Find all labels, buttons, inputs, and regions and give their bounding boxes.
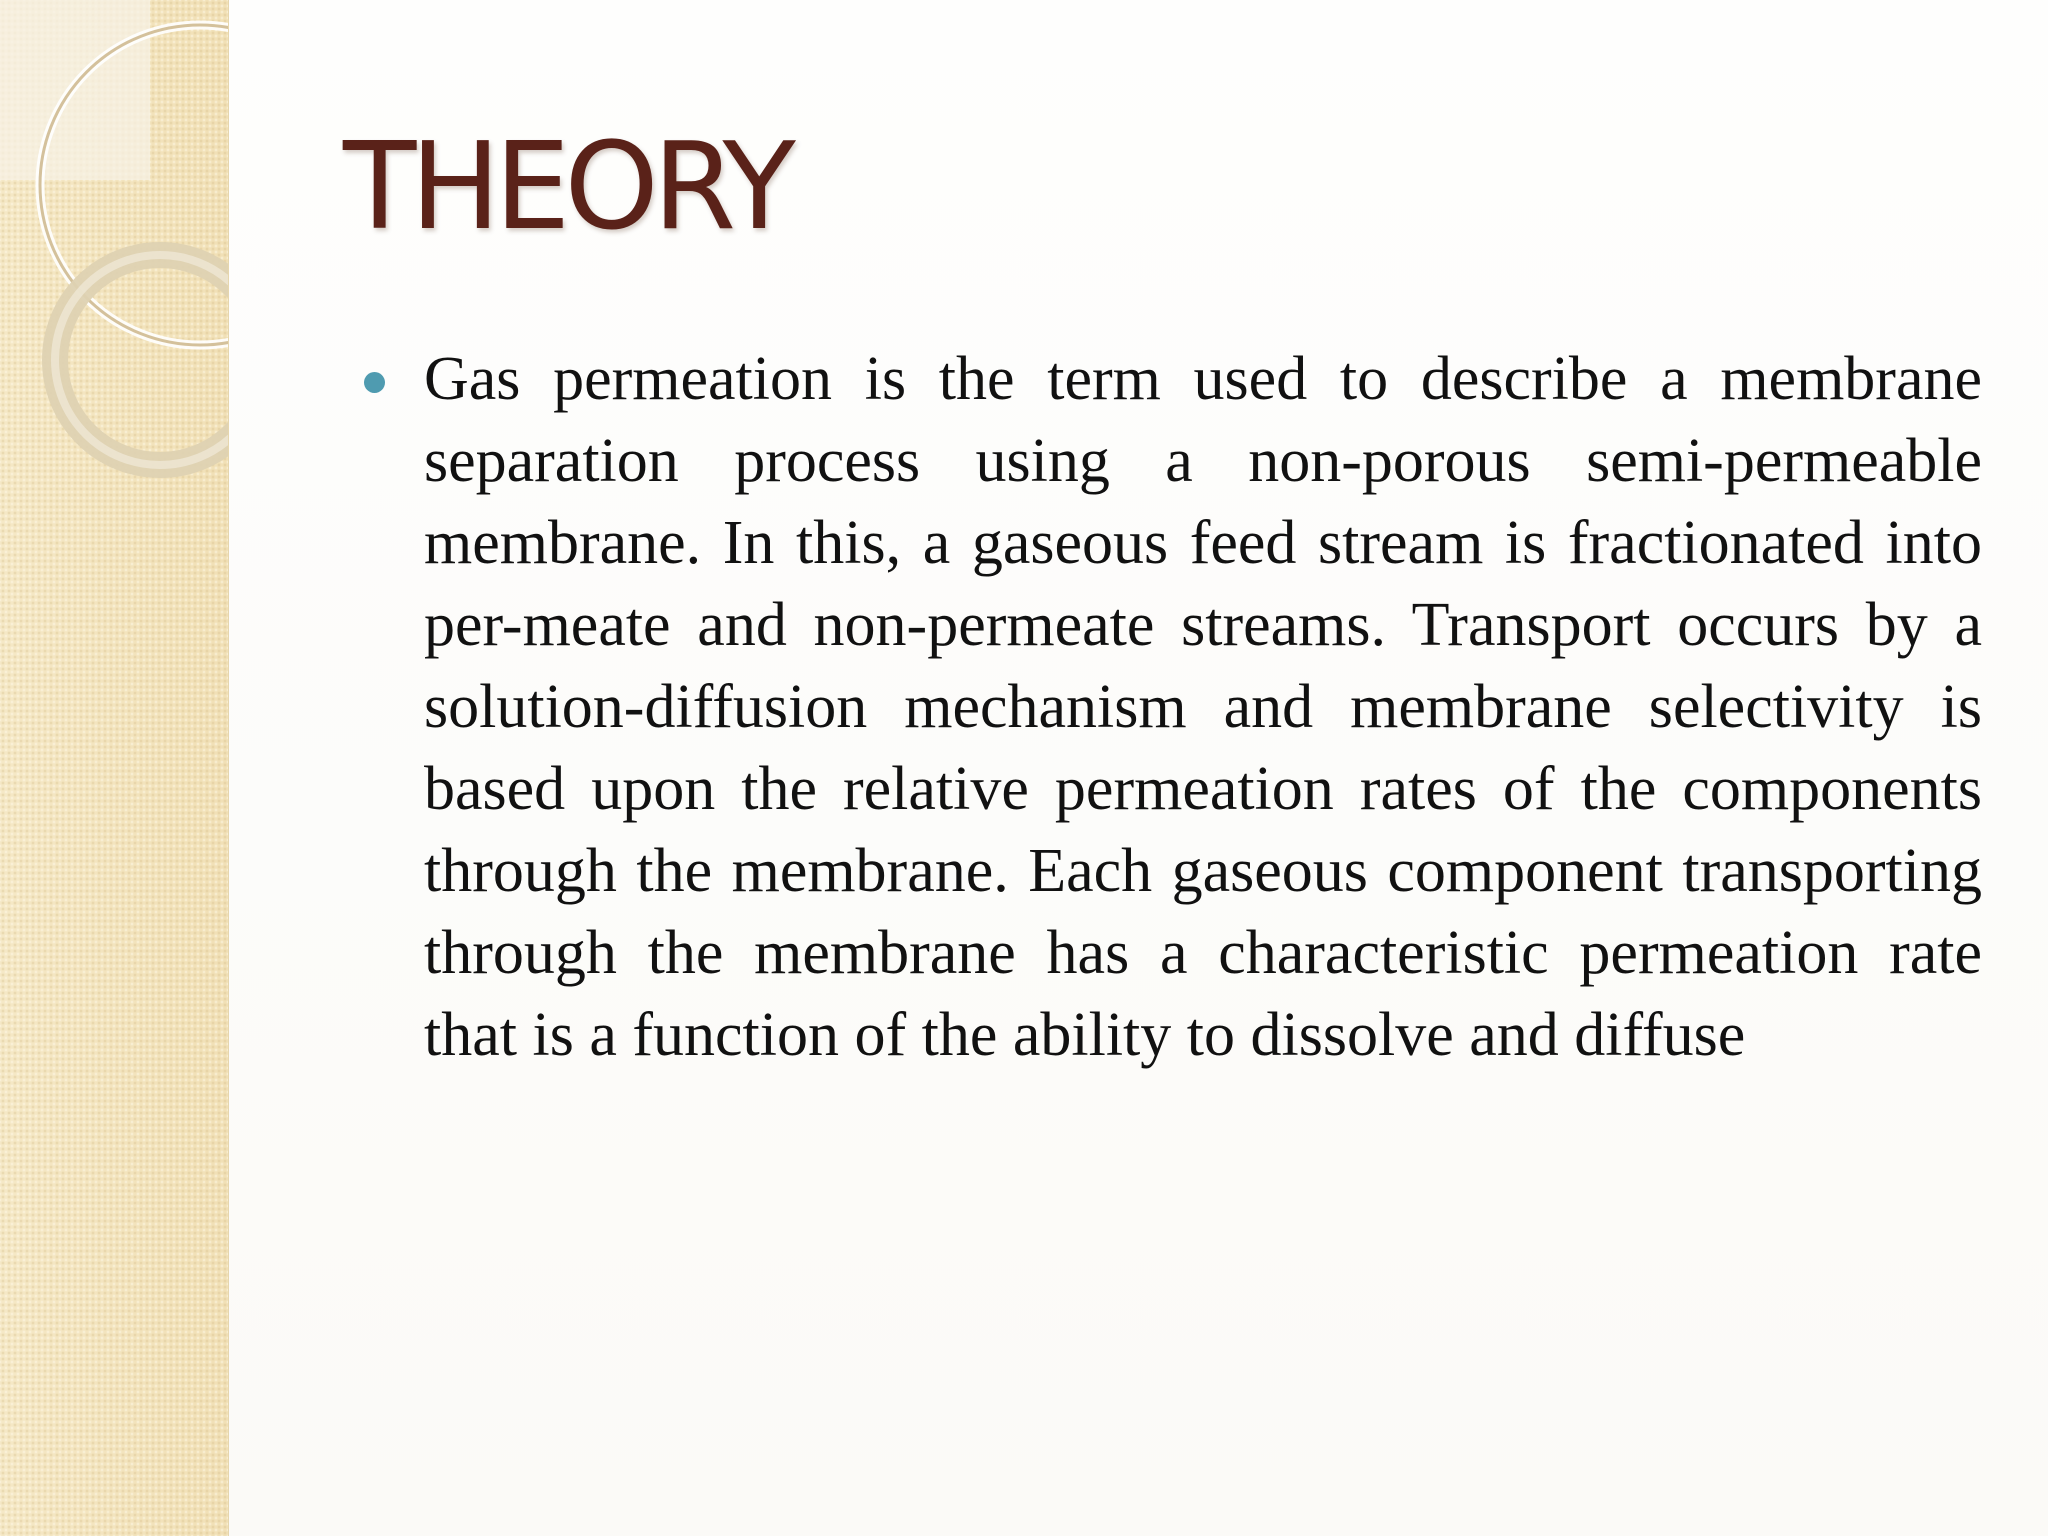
bullet-text: Gas permeation is the term used to describe a membrane separation process using a non-porous semi-permeable membrane. In this, a gaseous feed stream is fractionated into per-meate and non-permeate streams. Transport occurs by a solution-diffusion mechanism and membrane selectivity is based upon the relative permeation rates of the components through the membrane. Each gaseous component transporting through the membrane has a characteristic permeation rate that is a function of the ability to dissolve and diffuse	[424, 345, 1982, 1069]
bullet-item	[352, 338, 1982, 1076]
slide-title: THEORY	[343, 118, 790, 257]
decorative-rings-graphic	[0, 0, 228, 520]
decorative-side-band	[0, 0, 229, 1536]
bullet-dot-icon	[364, 372, 385, 393]
bullet-list	[352, 338, 1982, 1076]
